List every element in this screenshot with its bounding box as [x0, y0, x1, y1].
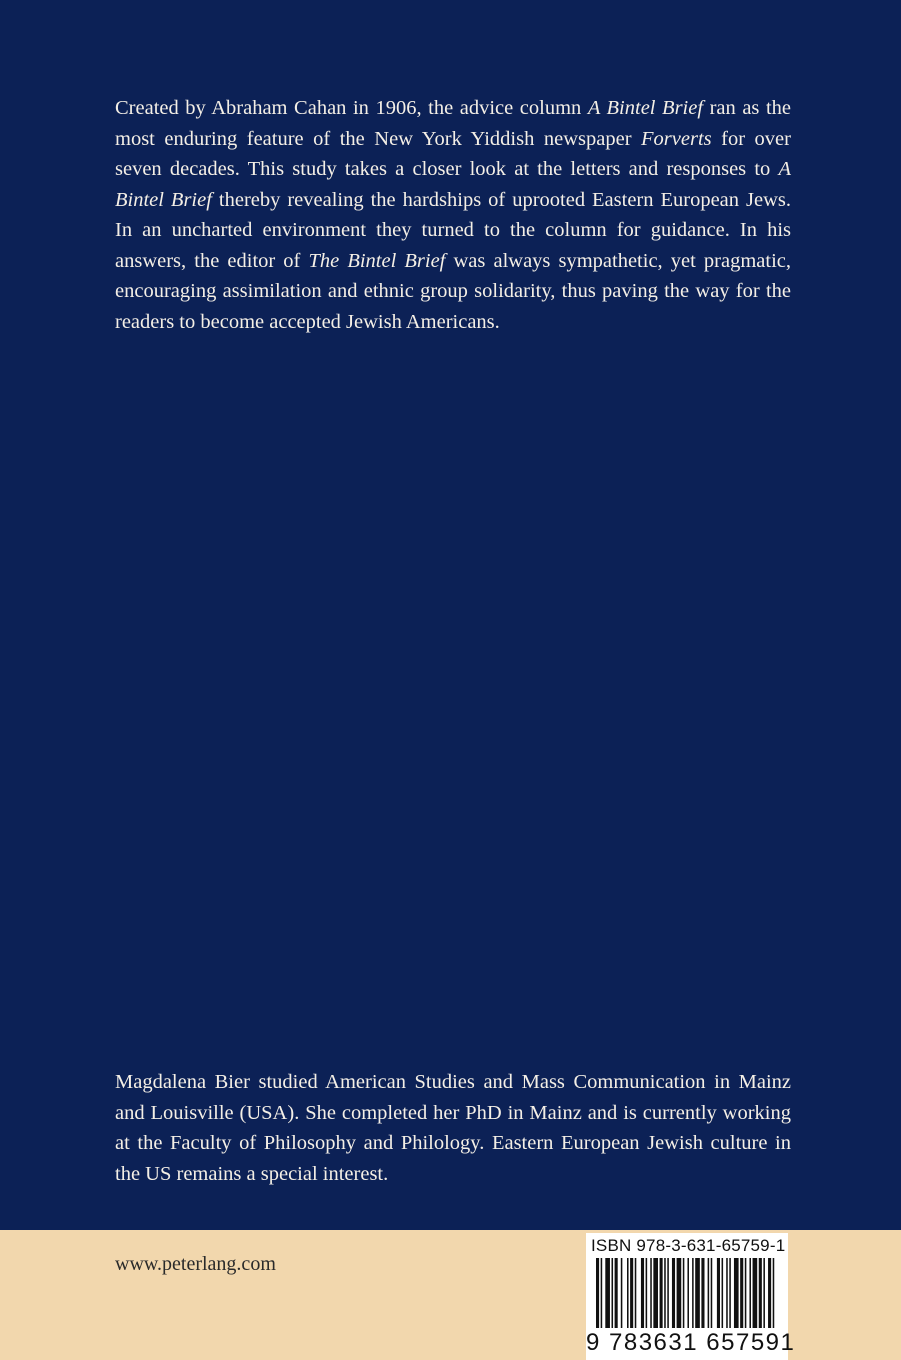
barcode-bar: [729, 1258, 731, 1328]
description-text-5: was always sympathetic, yet pragmatic, encouraging assimilation and ethnic group solidarity, thus paving the way for the readers to become accepted Jewish Americans.: [115, 249, 791, 333]
barcode-bar: [692, 1258, 694, 1328]
barcode-bar: [653, 1258, 658, 1328]
barcode-bar: [660, 1258, 663, 1328]
barcode-bar: [621, 1258, 623, 1328]
barcode-bar: [722, 1258, 724, 1328]
barcode-bar: [773, 1258, 775, 1328]
barcode-bar: [734, 1258, 739, 1328]
barcode-bar: [672, 1258, 675, 1328]
barcode-bar: [646, 1258, 648, 1328]
barcode-bar: [667, 1258, 669, 1328]
barcode-bar: [695, 1258, 700, 1328]
description-title-italic-4: The Bintel Brief: [308, 249, 446, 272]
barcode-bar: [635, 1258, 637, 1328]
barcode-bar: [745, 1258, 747, 1328]
barcode-bar: [596, 1258, 599, 1328]
barcode-bar: [615, 1258, 618, 1328]
barcode-bar: [740, 1258, 743, 1328]
description-text-4: thereby revealing the hardships of uprooted Eastern European Jews. In an uncharted environment they turned to the column for guidance. In his answers, the editor of: [115, 188, 791, 272]
barcode-bars: [596, 1258, 778, 1328]
barcode-bar: [701, 1258, 704, 1328]
isbn-label: ISBN 978-3-631-65759-1: [591, 1236, 786, 1255]
barcode-bar: [687, 1258, 689, 1328]
barcode-bar: [630, 1258, 633, 1328]
barcode-bar: [664, 1258, 666, 1328]
barcode-bar: [768, 1258, 771, 1328]
isbn-barcode: [586, 1233, 796, 1360]
barcode-bar: [708, 1258, 710, 1328]
description-text-1: Created by Abraham Cahan in 1906, the advice column: [115, 97, 588, 119]
barcode-bar: [749, 1258, 751, 1328]
author-bio: Magdalena Bier studied American Studies and Mass Communication in Mainz and Louisville (USA). She completed her PhD in Mainz and is currently working at the Faculty of Philosophy and Philology. Eastern European Jewish culture in the US remains a special interest.: [115, 1071, 791, 1185]
publisher-website: www.peterlang.com: [115, 1253, 276, 1275]
barcode-bar: [605, 1258, 610, 1328]
description-text-3: for over seven decades. This study takes a closer look at the letters and responses to: [115, 127, 791, 180]
barcode-bar: [601, 1258, 603, 1328]
description-title-italic-2: Forverts: [641, 127, 712, 150]
description-text-2: ran as the most enduring feature of the New York Yiddish newspaper: [115, 97, 792, 150]
barcode-bar: [677, 1258, 682, 1328]
barcode-bar: [717, 1258, 720, 1328]
barcode-bar: [759, 1258, 762, 1328]
barcode-bar: [627, 1258, 629, 1328]
barcode-bar: [711, 1258, 713, 1328]
barcode-number: 9 783631 657591: [586, 1329, 796, 1356]
description-title-italic-1: A Bintel Brief: [587, 97, 704, 119]
barcode-bar: [726, 1258, 728, 1328]
barcode-bar: [763, 1258, 765, 1328]
barcode-bar: [650, 1258, 652, 1328]
barcode-bar: [683, 1258, 685, 1328]
description-title-italic-3: A Bintel Brief: [115, 158, 791, 211]
barcode-bar: [753, 1258, 758, 1328]
barcode-bar: [641, 1258, 644, 1328]
book-description: [115, 93, 791, 337]
barcode-bar: [612, 1258, 614, 1328]
